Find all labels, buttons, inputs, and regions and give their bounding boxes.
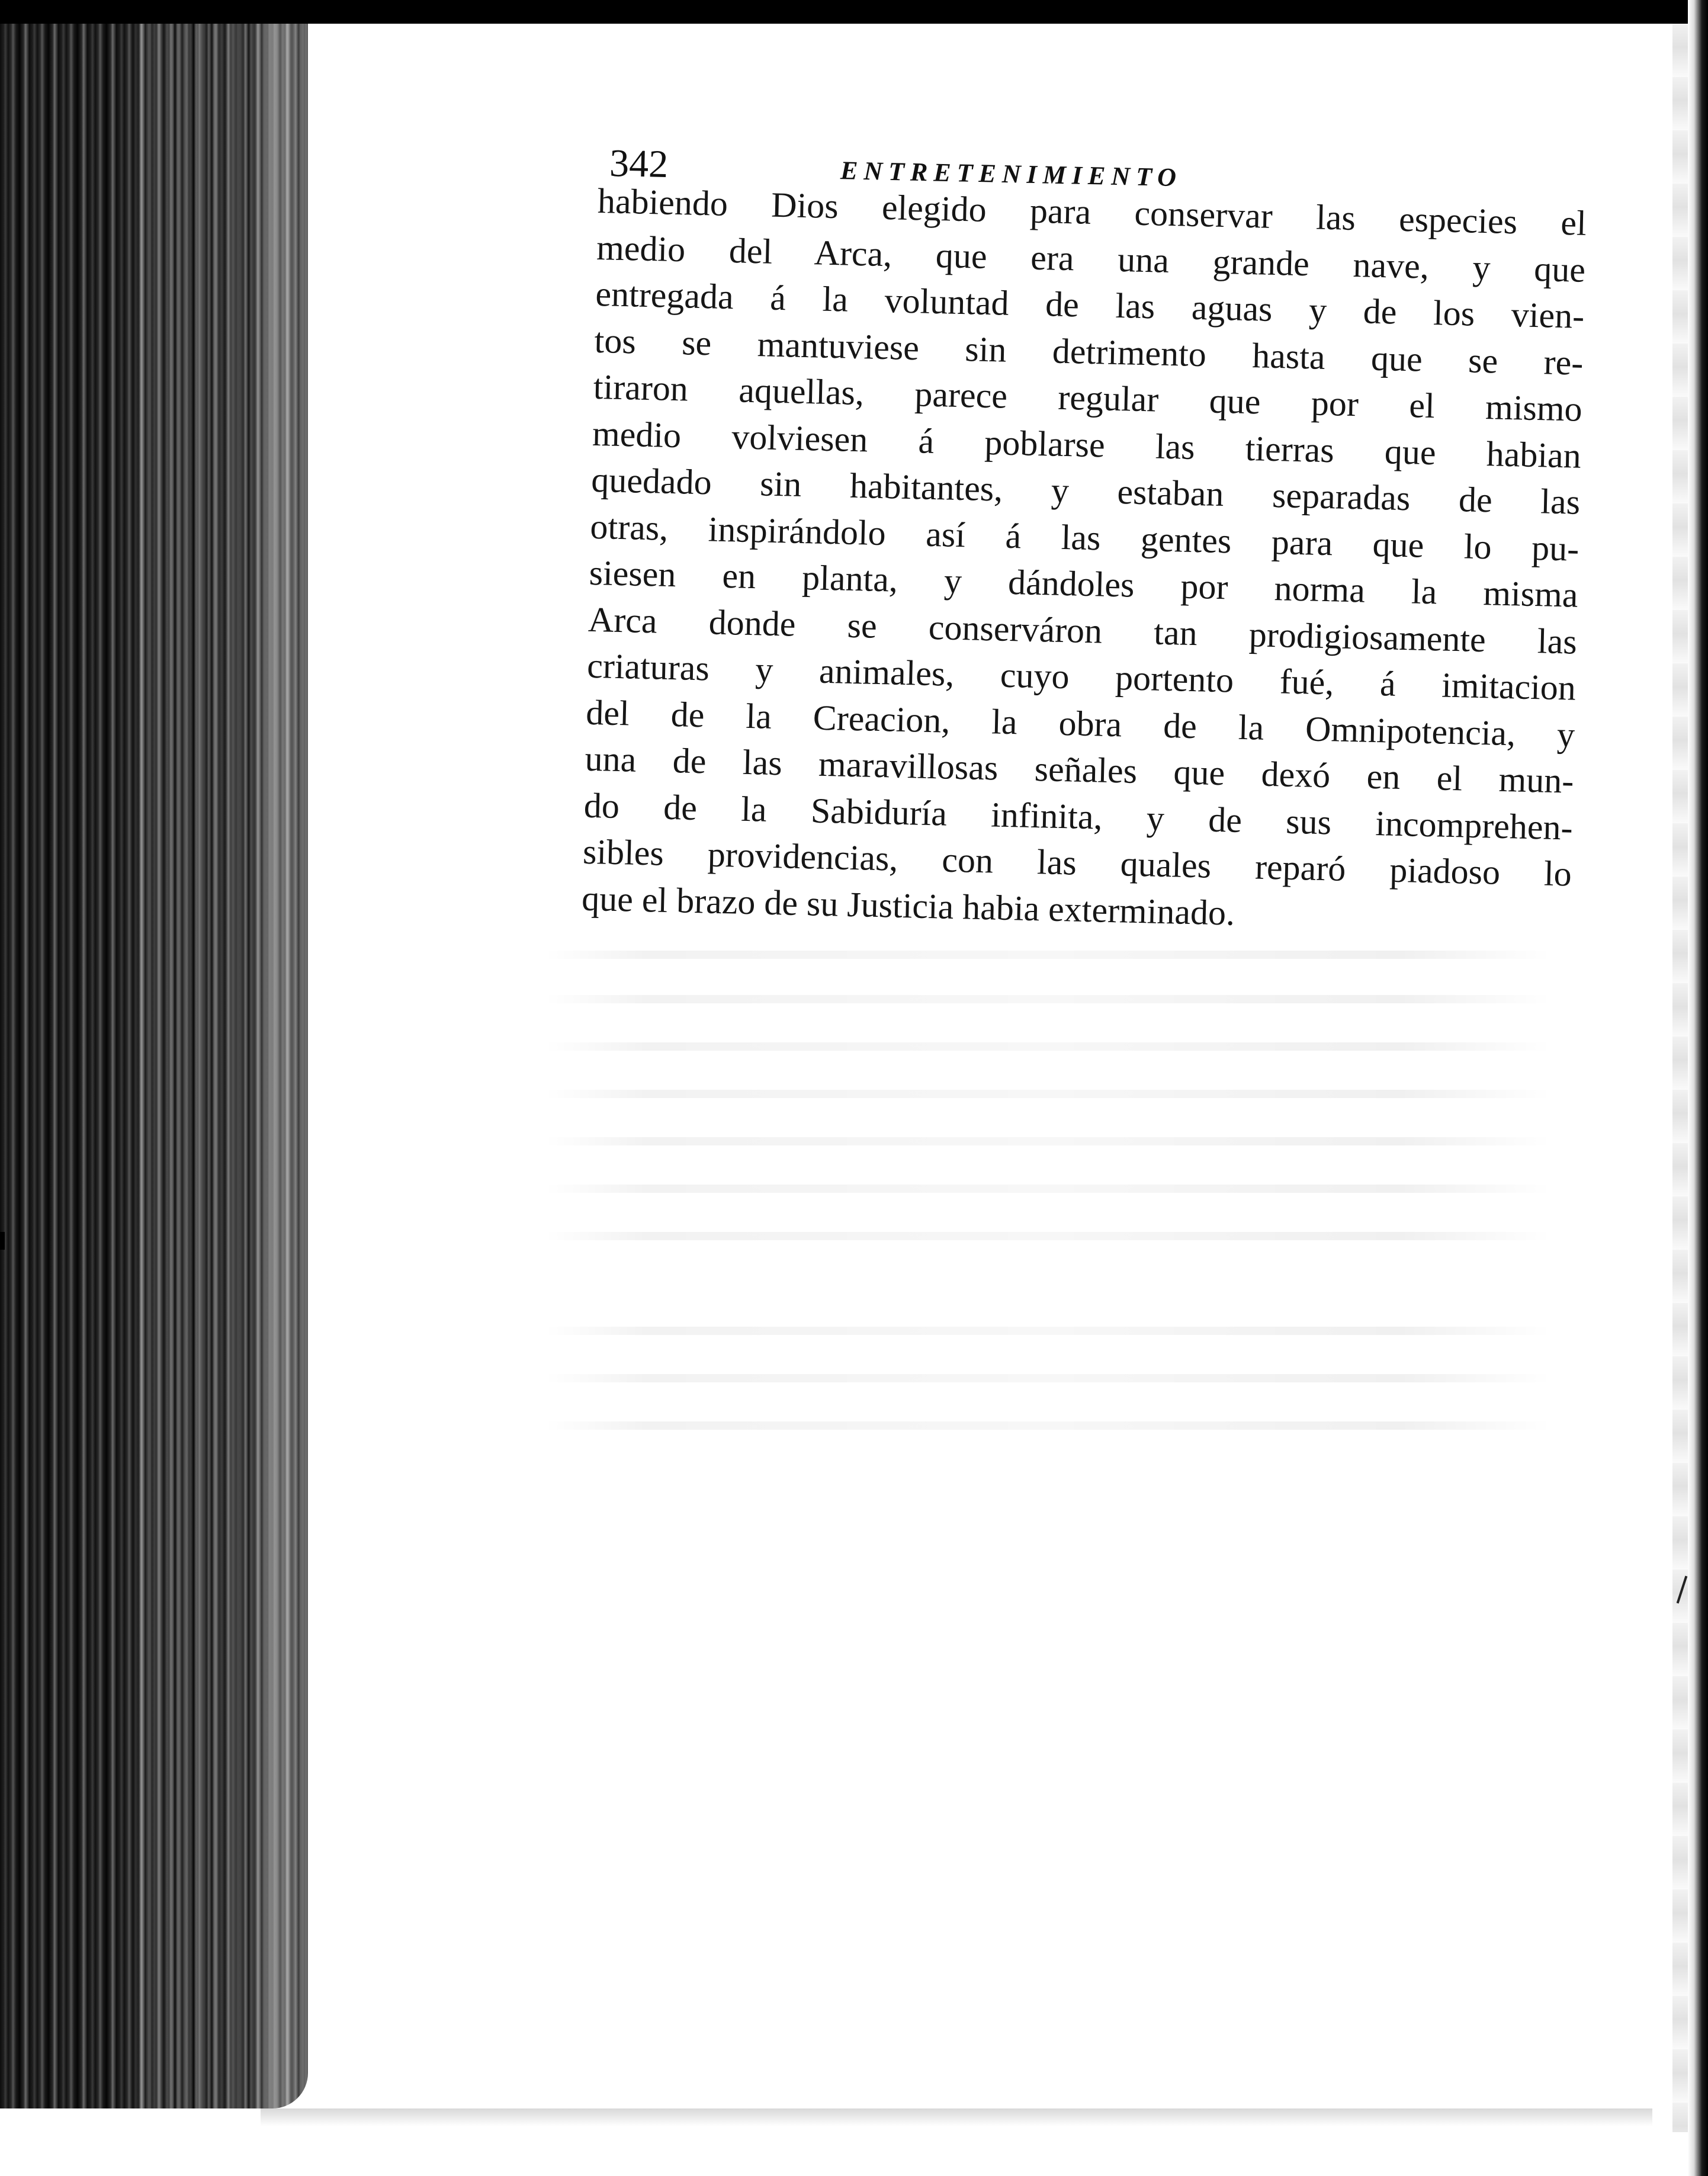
text-line: sibles providencias, con las quales reparó piadoso lo [582,832,1572,894]
show-through-line [545,1185,1552,1193]
page-bottom-shadow [261,2108,1652,2126]
show-through-line [545,1421,1552,1430]
scan-left-notch [0,1232,5,1250]
text-line: habiendo Dios elegido para conservar las especies el [597,181,1587,243]
text-line: tiraron aquellas, parece regular que por el mismo [593,367,1583,429]
text-line: del de la Creacion, la obra de la Omnipotencia, y [585,692,1575,755]
text-line: que el brazo de su Justicia habia exterminado. [581,878,1235,933]
text-line: entregada á la voluntad de las aguas y de los vien- [595,274,1585,336]
text-line: medio volviesen á poblarse las tierras que habian [592,413,1582,476]
show-through-line [545,1327,1552,1335]
show-through-line [545,1137,1552,1145]
text-line: do de la Sabiduría infinita, y de sus incomprehen- [583,785,1574,848]
show-through-line [545,995,1552,1003]
scan-top-border [0,0,1708,24]
show-through-line [545,1042,1552,1051]
text-line: medio del Arca, que era una grande nave, y que [596,227,1586,290]
fore-edge-highlight [255,24,308,2108]
running-title: ENTRETENIMIENTO [840,156,1183,192]
body-text [582,178,1587,944]
text-line: tos se mantuviese sin detrimento hasta que se re- [594,320,1584,383]
text-line: quedado sin habitantes, y estaban separadas de las [590,460,1581,522]
text-line: otras, inspirándolo así á las gentes para que lo pu- [589,506,1579,569]
show-through-line [545,1090,1552,1098]
show-through-line [545,1232,1552,1240]
text-line: criaturas y animales, cuyo portento fué, á imitacion [586,646,1577,708]
text-line: Arca donde se conserváron tan prodigiosamente las [587,599,1578,662]
show-through-line [545,1374,1552,1382]
page-number: 342 [609,141,669,187]
text-line: una de las maravillosas señales que dexó en el mun- [584,739,1575,801]
show-through-line [545,951,1552,959]
text-line: siesen en planta, y dándoles por norma la misma [589,553,1579,615]
scan-right-border [1688,0,1708,2176]
page-right-shade [1672,24,1688,2132]
